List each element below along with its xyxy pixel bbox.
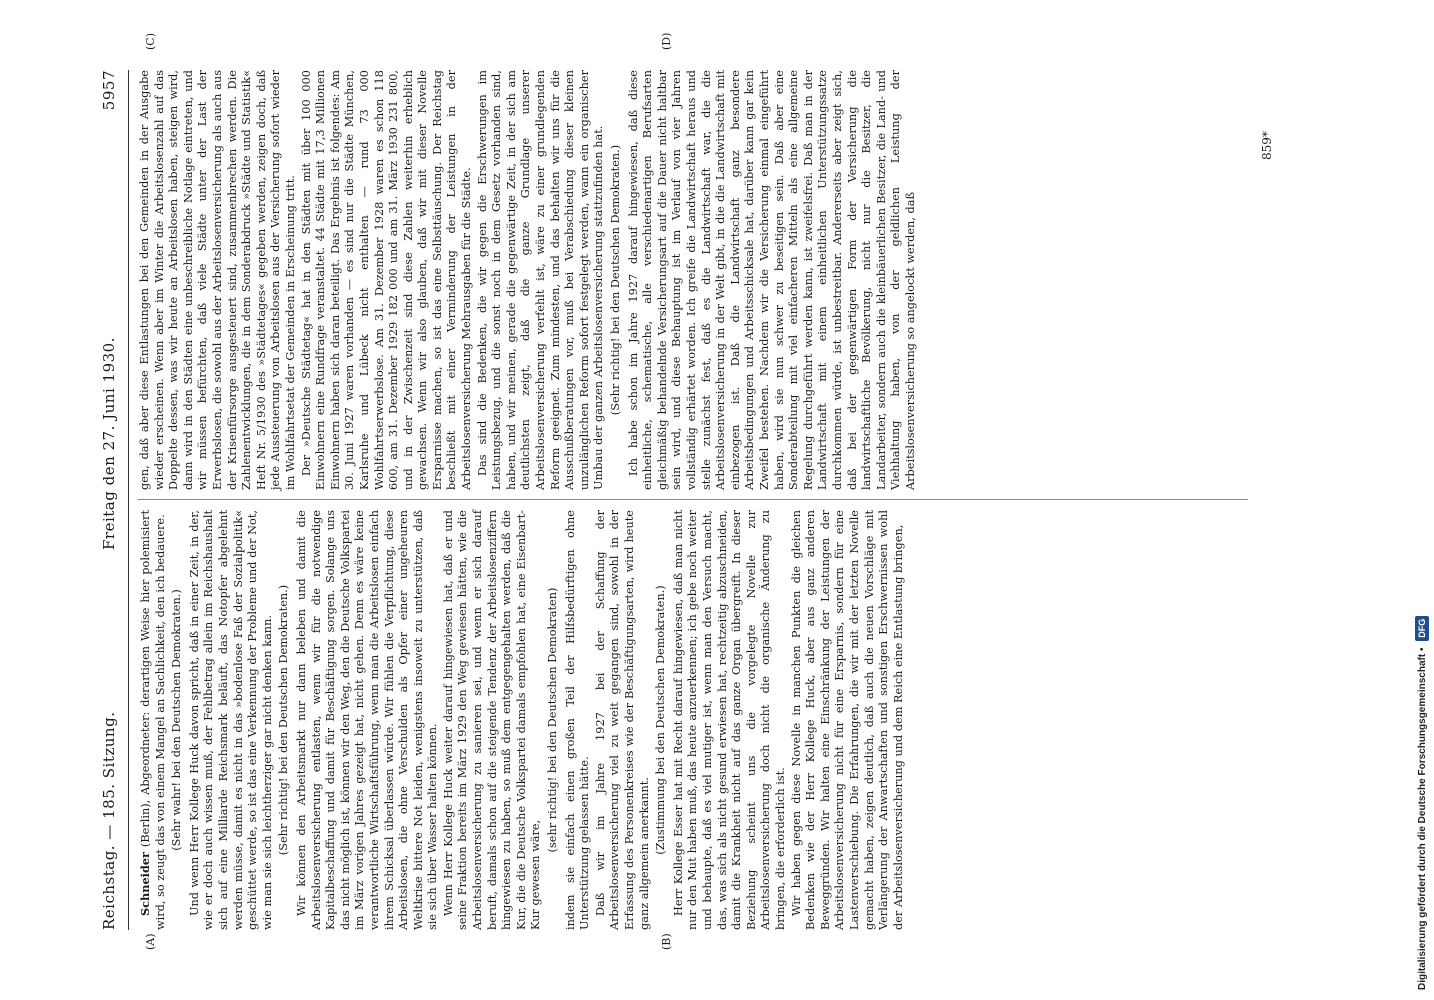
speaker-name: Schneider (138, 852, 152, 916)
paragraph (672, 510, 789, 930)
header-rule (128, 70, 129, 930)
paragraph (476, 70, 607, 490)
paragraph (300, 70, 475, 490)
interjection: (sehr richtig! bei den Deutschen Demokraten) (546, 587, 560, 853)
paragraph (594, 510, 652, 930)
digitization-sidebar (1412, 0, 1434, 1000)
header-date: Freitag den 27. Juni 1930. (100, 337, 118, 550)
paragraph (442, 510, 544, 930)
rotated-document-page (80, 32, 1310, 950)
margin-marker-d: (D) (660, 32, 673, 50)
paragraph (627, 70, 919, 490)
paragraph-text: Und wenn Herr Kollege Huck davon spricht, daß in einer Zeit, in der, wie er doch auch wissen muß, der Fehlbetrag allein im Reichshaushalt sich auf eine Milliarde Reichsmark beläuft, das Notopfer abgelehnt werden müsse, damit es nicht in das »bodenlose Faß der Sozialpolitik« geschüttet werde, so ist das eine Verkennung der Probleme und der Not, wie man sie sich leichtherziger gar nicht denken kann. (187, 510, 274, 930)
header-page-number: 5957 (100, 70, 118, 111)
header-session: Reichstag. — 185. Sitzung. (100, 711, 118, 930)
paragraph-text: Wir können den Arbeitsmarkt nur dann beleben und damit die Arbeitslosenversicherung entlasten, wenn wir für die notwendige Kapitalbeschaffung und damit für Beschäftigung sorgen. Solange uns das nicht möglich ist, können wir den Weg, den die Deutsche Volkspartei im März vorigen Jahres gezeigt hat, nicht gehen. Denn es wäre keine verantwortliche Wirtschaftsführung, wenn man die Arbeitslosen einfach ihrem Schicksal überlassen würde. Wir fühlen die Verpflichtung, diese Arbeitslosen, die ohne Verschulden als Opfer einer ungeheuren Weltkrise bittere Not leiden, wenigstens insoweit zu unterstützen, daß sie sich über Wasser halten können. (294, 510, 440, 930)
digitization-credit: Digitalisierung gefördert durch die Deutsche Forschungsgemeinschaft • (1417, 647, 1428, 990)
paragraph-text: Der »Deutsche Städtetag« hat in den Städten mit über 100 000 Einwohnern eine Rundfrage veranstaltet. 44 Städte mit 17,3 Millionen Einwohnern haben sich daran beteiligt. Das Ergebnis ist folgendes: Am 30. Juni 1927 waren vorhanden — es sind nur die Städte München, Karlsruhe und Lübeck nicht enthalten — rund 73 000 Wohlfahrtserwerbslose. Am 31. Dezember 1928 waren es schon 118 600, am 31. Dezember 1929 182 000 und am 31. März 1930 231 800, und in der Zwischenzeit sind diese Zahlen weiterhin erheblich gewachsen. Wenn wir also glauben, daß wir mit dieser Novelle Ersparnisse machen, so ist das eine Selbsttäuschung. Der Reichstag beschließt mit einer Verminderung der Leistungen in der Arbeitslosenversicherung Mehrausgaben für die Städte. (299, 70, 474, 490)
paragraph-text: indem sie einfach einen großen Teil der Hilfsbedürftigen ohne Unterstützung gelassen hätte. (563, 510, 592, 930)
paragraph-text: gen, daß aber diese Entlastungen bei den Gemeinden in der Ausgabe wieder erscheinen. Wenn aber im Winter die Arbeitslosenzahl auf das Doppelte dessen, was wir heute an Arbeitslosen haben, steigen wird, dann wird in den Städten eine unbeschreibliche Notlage eintreten, und wir müssen befürchten, daß viele Städte unter der Last der Erwerbslosen, die sowohl aus der Arbeitslosenversicherung als auch aus der Krisenfürsorge ausgesteuert sind, zusammenbrechen werden. Die Zahlenentwicklungen, die in dem Sonderabdruck »Städte und Statistik« Heft Nr. 5/1930 des »Städtetages« gegeben werden, zeigen doch, daß jede Aussteuerung von Arbeitslosen aus der Versicherung sofort wieder im Wohlfahrtsetat der Gemeinden in Erscheinung tritt. (138, 70, 297, 490)
paragraph-text: (Berlin), Abgeordneter: derartigen Weise hier polemisiert wird, so zeugt das von einem Mangel an Sachlichkeit, den ich bedauere. (139, 510, 167, 930)
paragraph (188, 510, 276, 930)
paragraph (564, 510, 593, 930)
paragraph-text: Das sind die Bedenken, die wir gegen die Erschwerungen im Leistungsbezug, und die sonst noch in dem Gesetz vorhanden sind, haben, und wir meinen, gerade die gegenwärtige Zeit, in der sich am deutlichsten zeigt, daß die ganze Grundlage unserer Arbeitslosenversicherung verfehlt ist, wäre zu einer grundlegenden Reform geeignet. Zum mindesten, und das behalten wir uns für die Ausschußberatungen vor, muß bei Verabschiedung dieser kleinen unzulänglichen Reform sofort festgelegt werden, wann ein organischer Umbau der ganzen Arbeitslosenversicherung stattzufinden hat. (475, 70, 606, 490)
paragraph-text: Wenn Herr Kollege Huck weiter darauf hingewiesen hat, daß er und seine Fraktion bereits im März 1929 den Weg gewiesen hätten, wie die Arbeitslosenversicherung zu sanieren sei, und wenn er sich darauf beruft, damals schon auf die steigende Tendenz der Arbeitslosenziffern hingewiesen zu haben, so muß dem entgegengehalten werden, daß die Kur, die die Deutsche Volkspartei damals empfohlen hat, eine Eisenbart-Kur gewesen wäre, (441, 510, 543, 930)
interjection: (Sehr wahr! bei den Deutschen Demokraten.) (170, 589, 184, 851)
interjection: (Sehr richtig! bei den Deutschen Demokraten.) (277, 584, 291, 856)
text-column-right (138, 70, 919, 490)
text-column-left (138, 510, 907, 930)
paragraph (790, 510, 907, 930)
paragraph-text: Daß wir im Jahre 1927 bei der Schaffung der Arbeitslosenversicherung viel zu weit gegangen sind, sowohl in der Erfassung des Personenkreises wie der Beschäftigungsarten, wird heute ganz allgemein anerkannt. (593, 510, 651, 930)
interjection: (Sehr richtig! bei den Deutschen Demokraten.) (609, 144, 622, 416)
column-separator (138, 499, 1248, 500)
margin-marker-c: (C) (144, 33, 157, 50)
paragraph (138, 510, 168, 930)
dfg-logo: DFG (1415, 616, 1429, 641)
paragraph-text: Herr Kollege Esser hat mit Recht darauf hingewiesen, daß man nicht nur den Mut haben muß, das heute anzuerkennen; ich gebe noch weiter und behaupte, daß es viel mutiger ist, wenn man den Versuch macht, das, was sich als nicht gesund erwiesen hat, rechtzeitig abzuschneiden, damit die Krankheit nicht auf das ganze Organ übergreift. In dieser Beziehung scheint uns die vorgelegte Novelle zur Arbeitslosenversicherung doch nicht die organische Änderung zu bringen, die erforderlich ist. (671, 510, 787, 930)
paragraph-text: Ich habe schon im Jahre 1927 darauf hingewiesen, daß diese einheitliche, schematische, alle verschiedenartigen Berufsarten gleichmäßig behandelnde Versicherungsart auf die Dauer nicht haltbar sein wird, und diese Behauptung ist im Verlauf von vier Jahren vollständig erhärtet worden. Ich greife die Landwirtschaft heraus und stelle zunächst fest, daß es die Landwirtschaft war, die die Arbeitslosenversicherung in der Welt gibt, in die die Landwirtschaft mit einbezogen ist. Daß die Landwirtschaft ganz besondere Arbeitsbedingungen und Arbeitsschicksale hat, darüber kann gar kein Zweifel bestehen. Nachdem wir die Versicherung einmal eingeführt haben, wird sie nun schwer zu beseitigen sein. Daß aber eine Sonderabteilung mit viel einfacheren Mitteln als eine allgemeine Regelung durchgeführt werden kann, ist zweifelsfrei. Daß man in der Landwirtschaft mit einem einheitlichen Unterstützungssatze durchkommen würde, ist unbestreitbar. Andererseits aber zeigt sich, daß bei der gegenwärtigen Form der Versicherung die landwirtschaftliche Bevölkerung, nicht nur die Besitzer, die Landarbeiter, sondern auch die kleinbäuerlichen Besitzer, die Land- und Viehhaltung haben, von der geldlichen Leistung der Arbeitslosenversicherung so angelockt werden, daß (626, 70, 917, 490)
paragraph (295, 510, 441, 930)
page-header (100, 70, 124, 930)
signature-mark: 859* (1260, 131, 1274, 160)
margin-marker-a: (A) (144, 933, 157, 950)
paragraph-text: Wir haben gegen diese Novelle in manchen Punkten die gleichen Bedenken wie der Herr Kollege Huck, aber aus ganz anderen Beweggründen. Wir halten eine Einschränkung der Leistungen der Arbeitslosenversicherung nicht für eine Ersparnis, sondern für eine Lastenverschiebung. Die Erfahrungen, die wir mit der letzten Novelle gemacht haben, zeigen deutlich, daß auch die neuen Vorschläge mit Verlängerung der Anwartschaften und sonstigen Erschwernissen wohl der Arbeitslosenversicherung und dem Reich eine Entlastung bringen, (789, 510, 905, 930)
paragraph (138, 70, 299, 490)
margin-marker-b: (B) (660, 933, 673, 950)
interjection: (Zustimmung bei den Deutschen Demokraten.) (654, 585, 668, 855)
